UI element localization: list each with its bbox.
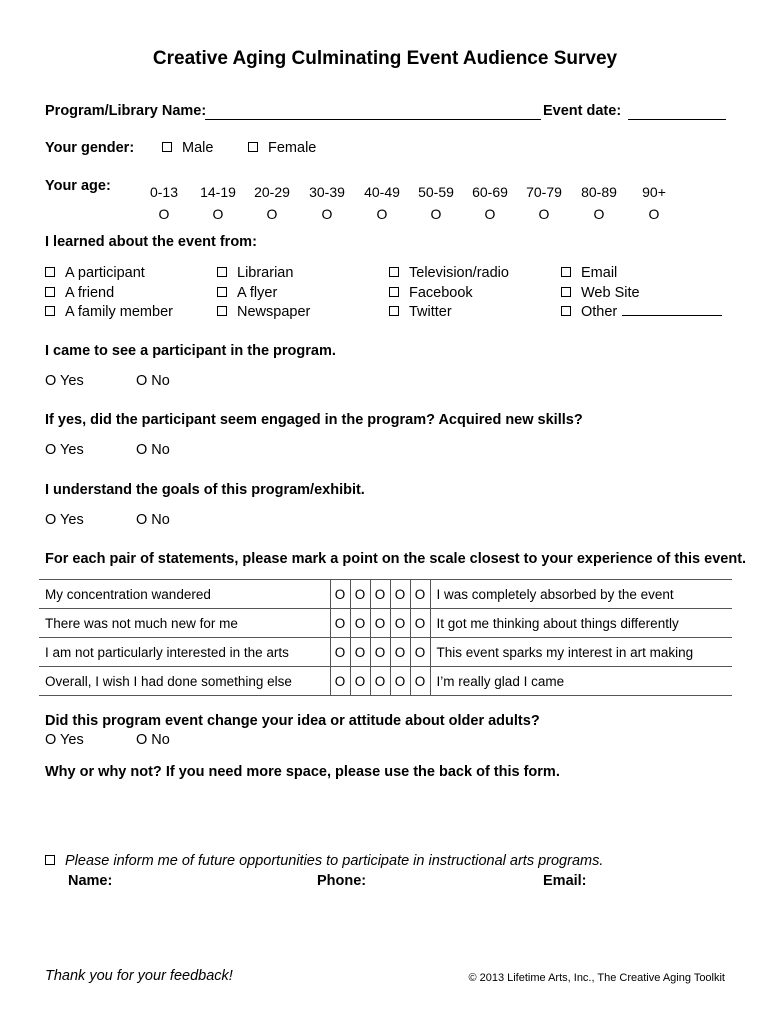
- question-goals: I understand the goals of this program/exhibit.: [45, 482, 365, 498]
- event-date-label: Event date:: [543, 103, 622, 119]
- survey-title: Creative Aging Culminating Event Audience Survey: [152, 48, 618, 69]
- learned-column-1: [45, 264, 173, 323]
- scale-point[interactable]: O: [390, 609, 410, 638]
- age-option[interactable]: 14-19 O: [191, 184, 245, 222]
- email-label: Email:: [543, 873, 587, 889]
- age-option[interactable]: 30-39 O: [300, 184, 354, 222]
- checkbox-icon[interactable]: [45, 306, 55, 316]
- gender-option-female[interactable]: Female: [248, 140, 316, 156]
- checkbox-icon[interactable]: [45, 287, 55, 297]
- scale-point[interactable]: O: [350, 667, 370, 696]
- checkbox-icon[interactable]: [561, 306, 571, 316]
- right-statement: I’m really glad I came: [430, 667, 732, 696]
- learned-option[interactable]: A family member: [45, 303, 173, 323]
- checkbox-icon[interactable]: [217, 267, 227, 277]
- scale-point[interactable]: O: [370, 667, 390, 696]
- gender-option-male[interactable]: Male: [162, 140, 213, 156]
- checkbox-icon[interactable]: [561, 287, 571, 297]
- learned-option[interactable]: A participant: [45, 264, 173, 284]
- left-statement: Overall, I wish I had done something else: [39, 667, 330, 696]
- thank-you-note: Thank you for your feedback!: [45, 968, 233, 984]
- age-option[interactable]: 0-13 O: [137, 184, 191, 222]
- scale-point[interactable]: O: [370, 638, 390, 667]
- checkbox-icon[interactable]: [217, 306, 227, 316]
- scale-point[interactable]: O: [350, 638, 370, 667]
- radio-circle[interactable]: O: [593, 206, 605, 222]
- scale-point[interactable]: O: [390, 580, 410, 609]
- radio-circle[interactable]: O: [376, 206, 388, 222]
- scale-point[interactable]: O: [390, 667, 410, 696]
- scale-point[interactable]: O: [370, 609, 390, 638]
- table-row: [39, 667, 732, 696]
- scale-point[interactable]: O: [330, 638, 350, 667]
- question-participant: I came to see a participant in the program.: [45, 343, 336, 359]
- rating-scale-table: [39, 579, 732, 696]
- learned-option[interactable]: Librarian: [217, 264, 310, 284]
- radio-circle[interactable]: O: [484, 206, 496, 222]
- q3-yes-option[interactable]: O Yes: [45, 512, 84, 528]
- learned-option[interactable]: Facebook: [389, 284, 509, 304]
- scale-point[interactable]: O: [350, 580, 370, 609]
- scale-point[interactable]: O: [390, 638, 410, 667]
- inform-checkbox-row[interactable]: Please inform me of future opportunities to participate in instructional arts programs.: [45, 853, 603, 869]
- scale-point[interactable]: O: [410, 609, 430, 638]
- q1-no-option[interactable]: O No: [136, 373, 170, 389]
- other-input-line[interactable]: [622, 303, 722, 316]
- table-row: [39, 638, 732, 667]
- checkbox-icon[interactable]: [45, 855, 55, 865]
- age-option[interactable]: 20-29 O: [245, 184, 299, 222]
- learned-column-3: [389, 264, 509, 323]
- learned-option[interactable]: A flyer: [217, 284, 310, 304]
- learned-option[interactable]: Television/radio: [389, 264, 509, 284]
- scale-point[interactable]: O: [350, 609, 370, 638]
- scale-point[interactable]: O: [410, 638, 430, 667]
- radio-circle[interactable]: O: [430, 206, 442, 222]
- radio-circle[interactable]: O: [538, 206, 550, 222]
- scale-instruction: For each pair of statements, please mark a point on the scale closest to your experience of this event.: [45, 551, 747, 567]
- learned-option[interactable]: Twitter: [389, 303, 509, 323]
- age-option[interactable]: 70-79 O: [517, 184, 571, 222]
- q4-yes-option[interactable]: O Yes: [45, 732, 84, 748]
- checkbox-icon[interactable]: [389, 306, 399, 316]
- scale-point[interactable]: O: [410, 667, 430, 696]
- checkbox-icon[interactable]: [248, 142, 258, 152]
- learned-option[interactable]: Other: [561, 303, 722, 323]
- radio-circle[interactable]: O: [158, 206, 170, 222]
- event-date-input-line[interactable]: [628, 119, 726, 120]
- age-option[interactable]: 90+ O: [627, 184, 681, 222]
- scale-point[interactable]: O: [330, 609, 350, 638]
- checkbox-icon[interactable]: [389, 267, 399, 277]
- radio-circle[interactable]: O: [266, 206, 278, 222]
- q2-no-option[interactable]: O No: [136, 442, 170, 458]
- q4-no-option[interactable]: O No: [136, 732, 170, 748]
- learned-option[interactable]: Email: [561, 264, 722, 284]
- right-statement: This event sparks my interest in art making: [430, 638, 732, 667]
- table-row: [39, 580, 732, 609]
- checkbox-icon[interactable]: [217, 287, 227, 297]
- program-library-input-line[interactable]: [205, 119, 541, 120]
- left-statement: I am not particularly interested in the arts: [39, 638, 330, 667]
- scale-point[interactable]: O: [330, 667, 350, 696]
- question-engaged: If yes, did the participant seem engaged in the program? Acquired new skills?: [45, 412, 583, 428]
- right-statement: I was completely absorbed by the event: [430, 580, 732, 609]
- age-option[interactable]: 60-69 O: [463, 184, 517, 222]
- scale-point[interactable]: O: [410, 580, 430, 609]
- q2-yes-option[interactable]: O Yes: [45, 442, 84, 458]
- learned-option[interactable]: Web Site: [561, 284, 722, 304]
- q3-no-option[interactable]: O No: [136, 512, 170, 528]
- scale-point[interactable]: O: [370, 580, 390, 609]
- left-statement: My concentration wandered: [39, 580, 330, 609]
- age-option[interactable]: 40-49 O: [355, 184, 409, 222]
- checkbox-icon[interactable]: [45, 267, 55, 277]
- program-library-label: Program/Library Name:: [45, 103, 207, 119]
- learned-option[interactable]: Newspaper: [217, 303, 310, 323]
- age-label: Your age:: [45, 178, 111, 194]
- question-attitude: Did this program event change your idea or attitude about older adults?: [45, 713, 540, 729]
- table-row: [39, 609, 732, 638]
- learned-option[interactable]: A friend: [45, 284, 173, 304]
- radio-circle[interactable]: O: [321, 206, 333, 222]
- name-label: Name:: [68, 873, 113, 889]
- left-statement: There was not much new for me: [39, 609, 330, 638]
- checkbox-icon[interactable]: [561, 267, 571, 277]
- radio-circle[interactable]: O: [648, 206, 660, 222]
- phone-label: Phone:: [317, 873, 367, 889]
- q1-yes-option[interactable]: O Yes: [45, 373, 84, 389]
- gender-label: Your gender:: [45, 140, 135, 156]
- learned-about-label: I learned about the event from:: [45, 234, 257, 250]
- learned-column-4: [561, 264, 722, 323]
- checkbox-icon[interactable]: [162, 142, 172, 152]
- question-why: Why or why not? If you need more space, please use the back of this form.: [45, 764, 560, 780]
- right-statement: It got me thinking about things differently: [430, 609, 732, 638]
- checkbox-icon[interactable]: [389, 287, 399, 297]
- age-option[interactable]: 80-89 O: [572, 184, 626, 222]
- copyright-notice: © 2013 Lifetime Arts, Inc., The Creative Aging Toolkit: [468, 972, 725, 984]
- age-option[interactable]: 50-59 O: [409, 184, 463, 222]
- radio-circle[interactable]: O: [212, 206, 224, 222]
- scale-point[interactable]: O: [330, 580, 350, 609]
- learned-column-2: [217, 264, 310, 323]
